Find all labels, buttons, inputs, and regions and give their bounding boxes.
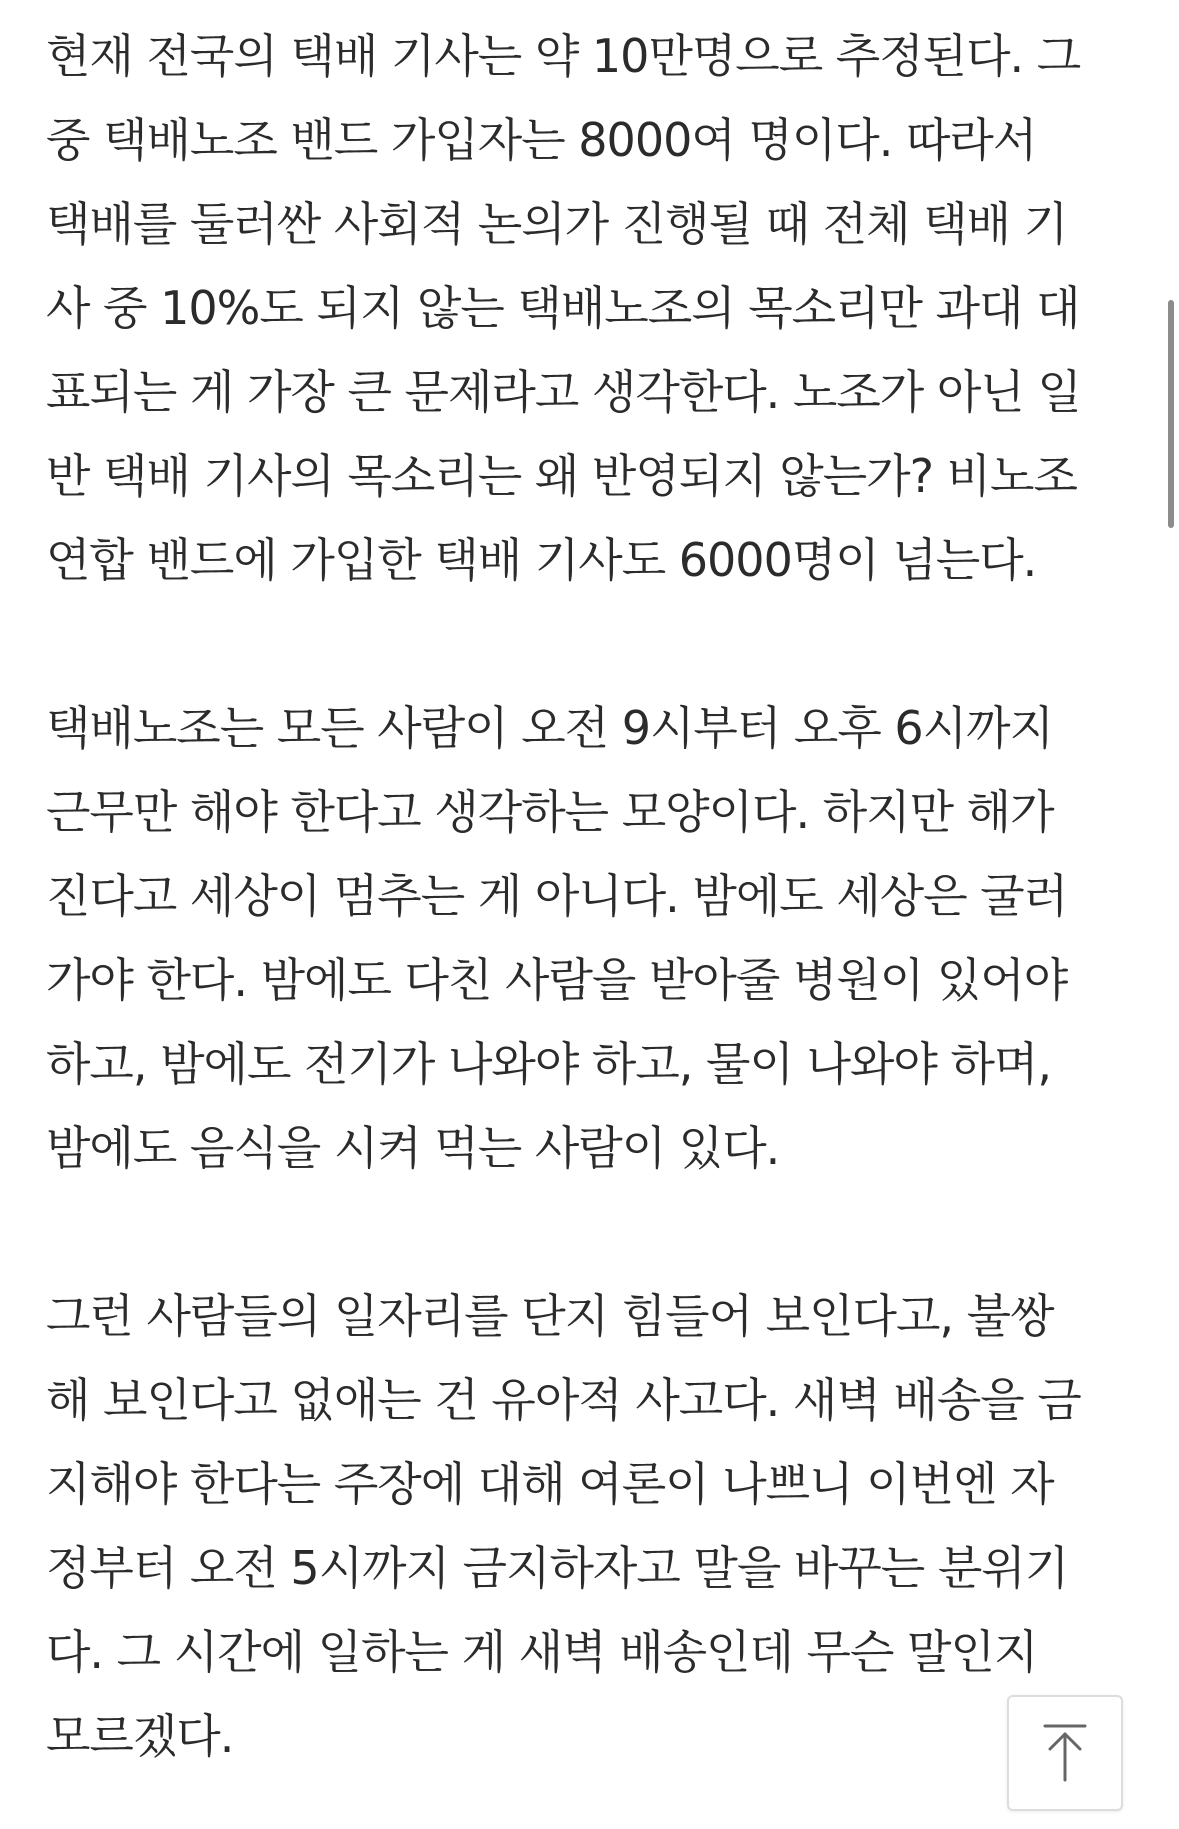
text-line: 반 택배 기사의 목소리는 왜 반영되지 않는가? 비노조 [46, 449, 1077, 503]
scroll-to-top-button[interactable] [1007, 1695, 1123, 1811]
paragraph-3 [46, 1274, 1126, 1778]
text-line: 중 택배노조 밴드 가입자는 8000여 명이다. 따라서 [46, 113, 1037, 167]
paragraph-spacer [46, 1190, 1126, 1274]
article-body [46, 14, 1126, 1778]
text-line: 하고, 밤에도 전기가 나와야 하고, 물이 나와야 하며, [46, 1037, 1051, 1091]
text-line: 밤에도 음식을 시켜 먹는 사람이 있다. [46, 1121, 780, 1175]
vertical-scrollbar[interactable] [1166, 300, 1176, 530]
text-line: 다. 그 시간에 일하는 게 새벽 배송인데 무슨 말인지 [46, 1625, 1038, 1679]
paragraph-2 [46, 686, 1126, 1190]
text-line: 그런 사람들의 일자리를 단지 힘들어 보인다고, 불쌍 [46, 1289, 1054, 1343]
text-line: 지해야 한다는 주장에 대해 여론이 나쁘니 이번엔 자 [46, 1457, 1054, 1511]
text-line: 현재 전국의 택배 기사는 약 10만명으로 추정된다. 그 [46, 29, 1081, 83]
text-line: 진다고 세상이 멈추는 게 아니다. 밤에도 세상은 굴러 [46, 869, 1068, 923]
scrollbar-thumb[interactable] [1168, 300, 1174, 528]
text-line: 연합 밴드에 가입한 택배 기사도 6000명이 넘는다. [46, 533, 1037, 587]
text-line: 표되는 게 가장 큰 문제라고 생각한다. 노조가 아닌 일 [46, 365, 1081, 419]
text-line: 택배노조는 모든 사람이 오전 9시부터 오후 6시까지 [46, 701, 1053, 755]
paragraph-spacer [46, 602, 1126, 686]
arrow-up-to-line-icon [1041, 1722, 1089, 1784]
text-line: 모르겠다. [46, 1709, 234, 1763]
text-line: 근무만 해야 한다고 생각하는 모양이다. 하지만 해가 [46, 785, 1054, 839]
text-line: 택배를 둘러싼 사회적 논의가 진행될 때 전체 택배 기 [46, 197, 1068, 251]
paragraph-1 [46, 14, 1126, 602]
text-line: 정부터 오전 5시까지 금지하자고 말을 바꾸는 분위기 [46, 1541, 1069, 1595]
text-line: 해 보인다고 없애는 건 유아적 사고다. 새벽 배송을 금 [46, 1373, 1081, 1427]
text-line: 가야 한다. 밤에도 다친 사람을 받아줄 병원이 있어야 [46, 953, 1068, 1007]
text-line: 사 중 10%도 되지 않는 택배노조의 목소리만 과대 대 [46, 281, 1080, 335]
